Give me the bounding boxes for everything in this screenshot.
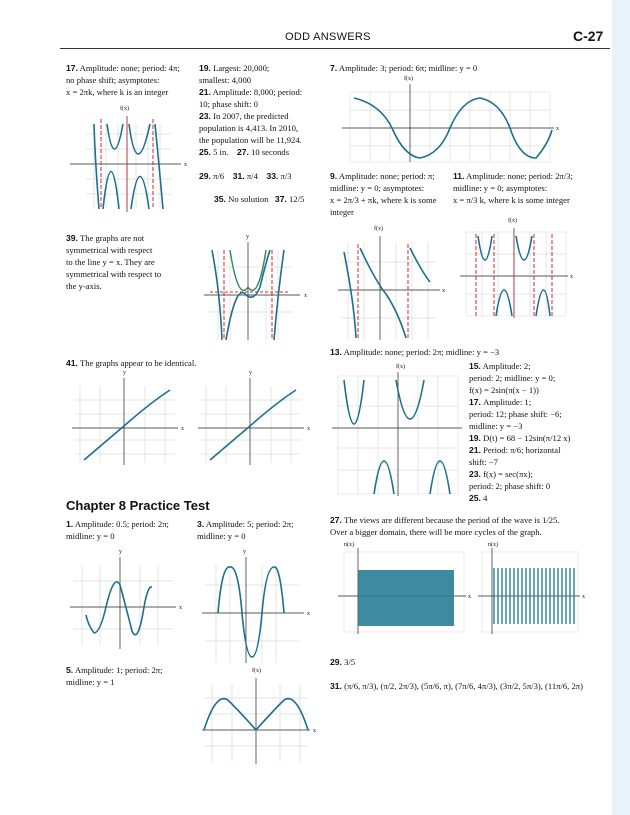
answer-r31: 31. (π/6, π/3), (π/2, 2π/3), (5π/6, π), (7π/6, 4π/3), (3π/2, 5π/3), (11π/6, 2π) (330, 681, 583, 691)
answer-r7: 7. Amplitude: 3; period: 6π; midline: y = 0 (330, 63, 478, 73)
axis-label-x: x (313, 728, 316, 734)
answer-39: 39. The graphs are not symmetrical with respect to the line y = x. They are symmetrical with respect to the y-axis. (66, 233, 162, 291)
graph-r9 (336, 222, 448, 342)
axis-label-fx: f(x) (252, 668, 261, 674)
axis-label-fx: f(x) (404, 76, 413, 82)
graph-r27b (478, 540, 586, 636)
practice-1: 1. Amplitude: 0.5; period: 2π; midline: y = 0 (66, 519, 169, 541)
answers-29-33: 29. π/6 31. π/4 33. π/3 (199, 171, 292, 181)
graph-r13 (330, 358, 466, 498)
answers-19-37: 19. Largest: 20,000; smallest: 4,000 21. Amplitude: 8,000; period: 10; phase shift: 0 23. In 2007, the predicted population is 4,413. In 2010, the population will be 11,924. 25. 5 in. 27. 10 seconds (199, 63, 303, 157)
axis-label-y: y (246, 234, 249, 240)
axis-label-x: x (304, 293, 307, 299)
axis-label-fx: f(x) (374, 226, 383, 232)
answer-r9: 9. Amplitude: none; period: π; midline: y = 0; asymptotes: x = 2π/3 + πk, where k is some integer (330, 171, 437, 217)
graph-41a (70, 368, 188, 466)
graph-practice-3 (200, 545, 318, 665)
axis-label-x: x (570, 274, 573, 280)
page-edge-band (612, 0, 630, 815)
practice-3: 3. Amplitude: 5; period: 2π; midline: y = 0 (197, 519, 294, 541)
answers-35-37: 35. No solution 37. 12/5 (214, 194, 305, 204)
axis-label-x: x (179, 605, 182, 611)
axis-label-x: x (582, 594, 585, 600)
answer-41: 41. The graphs appear to be identical. (66, 358, 197, 368)
axis-label-y: y (123, 370, 126, 376)
graph-r27a (336, 540, 472, 636)
answer-r13: 13. Amplitude: none; period: 2π; midline: y = −3 (330, 347, 500, 357)
answer-17: 17. Amplitude: none; period: 4π; no phase shift; asymptotes: x = 2πk, where k is an integer (66, 63, 180, 97)
practice-5: 5. Amplitude: 1; period: 2π; midline: y = 1 (66, 665, 163, 687)
axis-label-x: x (468, 594, 471, 600)
answer-r29: 29. 3/5 (330, 657, 356, 667)
practice-test-heading: Chapter 8 Practice Test (66, 498, 210, 513)
graph-41b (196, 368, 314, 466)
graph-r7 (340, 74, 568, 164)
axis-label-y: y (249, 370, 252, 376)
answer-r27: 27. The views are different because the period of the wave is 1/25. Over a bigger domain, there will be more cycles of the graph. (330, 515, 560, 537)
axis-label-y: y (119, 549, 122, 555)
axis-label-nx: n(x) (488, 542, 498, 548)
axis-label-y: y (243, 549, 246, 555)
running-header (0, 28, 630, 48)
axis-label-fx: f(x) (120, 106, 129, 112)
axis-label-fx: f(x) (396, 364, 405, 370)
graph-practice-1 (68, 545, 186, 650)
axis-label-x: x (181, 426, 184, 432)
axis-label-nx: n(x) (344, 542, 354, 548)
axis-label-x: x (442, 288, 445, 294)
axis-label-x: x (184, 162, 187, 168)
header-rule (60, 48, 610, 49)
answers-r15-r25: 15. Amplitude: 2; period: 2; midline: y = 0; f(x) = 2sin(π(x − 1)) 17. Amplitude: 1; period: 12; phase shift: −6; midline: y = −3 19. D(t) = 68 − 12sin(π/12 x) 21. Period: π/6; horizontal shift: −7 23. f(x) = sec(πx); period: 2; phase shift: 0 25. 4 (469, 361, 571, 503)
axis-label-x: x (307, 426, 310, 432)
answer-r11: 11. Amplitude: none; period: 2π/3; midline: y = 0; asymptotes: x = π/3 k, where k is some integer (453, 171, 573, 205)
graph-17 (66, 104, 194, 214)
page-number: C-27 (573, 28, 604, 44)
graph-practice-5 (202, 664, 320, 764)
axis-label-x: x (307, 611, 310, 617)
graph-39 (200, 232, 318, 342)
axis-label-fx: f(x) (508, 218, 517, 224)
graph-r11 (458, 214, 576, 318)
axis-label-x: x (556, 126, 559, 132)
section-title: ODD ANSWERS (285, 31, 371, 43)
